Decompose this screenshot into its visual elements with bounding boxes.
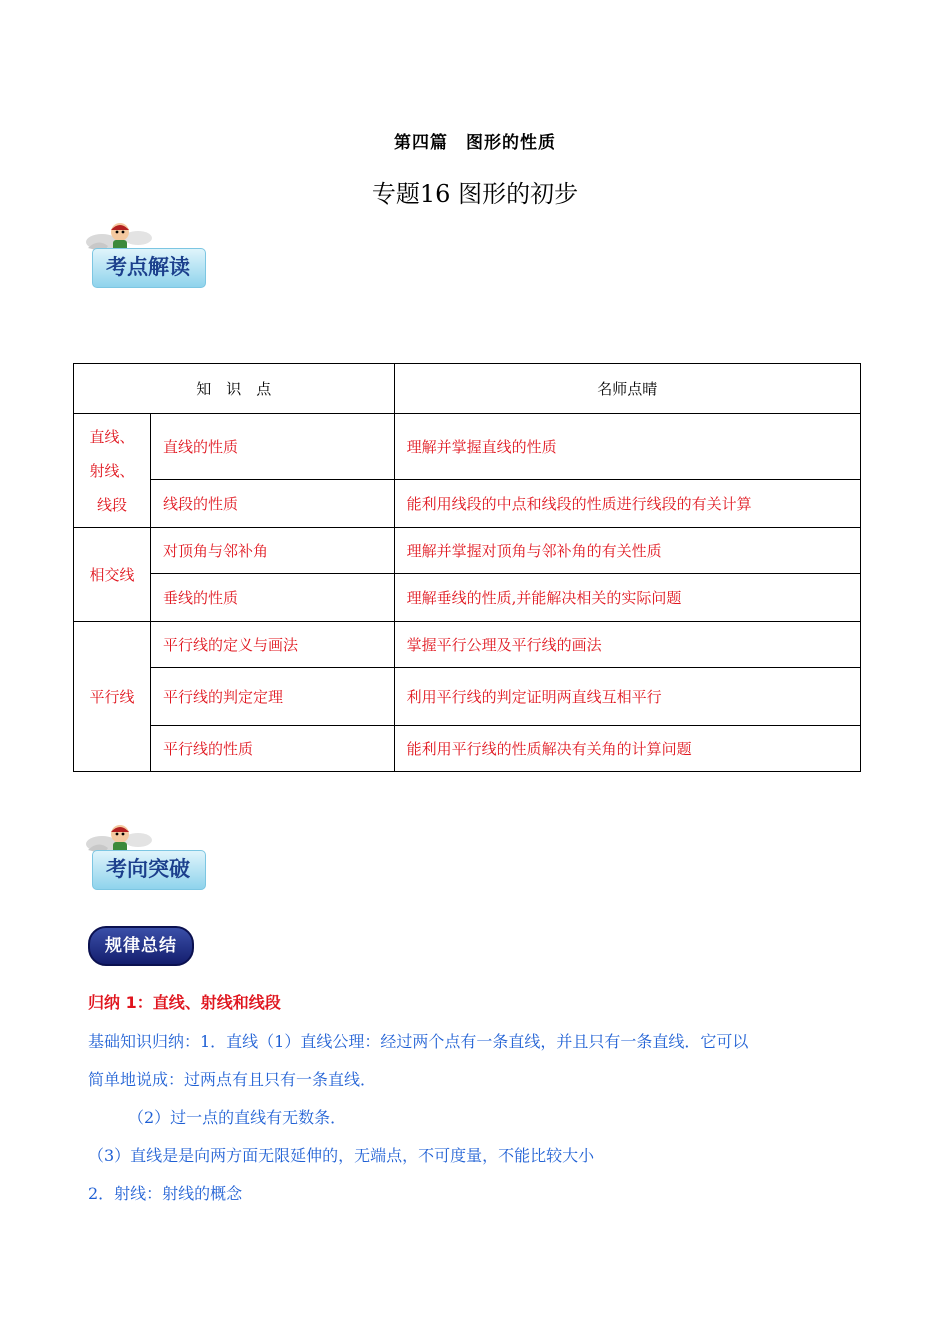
teacher-tip: 理解垂线的性质,并能解决相关的实际问题 xyxy=(394,574,860,622)
table-row xyxy=(74,480,861,528)
group-name-line: 直线、 xyxy=(89,427,135,446)
banner-label: 考点解读 xyxy=(106,254,190,279)
knowledge-point: 平行线的性质 xyxy=(150,726,394,772)
table-row xyxy=(74,668,861,726)
body-line: （3）直线是是向两方面无限延伸的，无端点，不可度量，不能比较大小 xyxy=(88,1146,595,1165)
group-name-line: 相交线 xyxy=(89,565,135,584)
knowledge-point: 对顶角与邻补角 xyxy=(150,528,394,574)
teacher-tip: 掌握平行公理及平行线的画法 xyxy=(394,622,860,668)
banner-label: 考向突破 xyxy=(106,856,190,881)
body-line: 简单地说成：过两点有且只有一条直线． xyxy=(88,1070,377,1089)
knowledge-point: 平行线的定义与画法 xyxy=(150,622,394,668)
table-row xyxy=(74,574,861,622)
exam-points-banner xyxy=(84,218,204,290)
knowledge-point-table xyxy=(73,363,861,772)
group-name-line: 线段 xyxy=(96,495,127,514)
teacher-tip: 理解并掌握直线的性质 xyxy=(394,414,860,480)
teacher-tip: 能利用平行线的性质解决有关角的计算问题 xyxy=(394,726,860,772)
body-line: （2）过一点的直线有无数条． xyxy=(128,1108,347,1127)
rule-summary-badge: 规律总结 xyxy=(88,926,194,966)
knowledge-point: 直线的性质 xyxy=(150,414,394,480)
group-parallel-lines xyxy=(74,622,151,772)
group-line-ray-segment xyxy=(74,414,151,528)
knowledge-point: 垂线的性质 xyxy=(150,574,394,622)
topic-title: 专题16 图形的初步 xyxy=(371,180,579,208)
body-line: 2．射线：射线的概念 xyxy=(88,1184,243,1203)
group-name-line: 平行线 xyxy=(89,687,135,706)
body-line: 基础知识归纳：1．直线（1）直线公理：经过两个点有一条直线，并且只有一条直线．它可以 xyxy=(88,1032,749,1051)
table-row xyxy=(74,528,861,574)
teacher-tip: 能利用线段的中点和线段的性质进行线段的有关计算 xyxy=(394,480,860,528)
header-knowledge-point: 知 识 点 xyxy=(74,364,395,414)
table-row xyxy=(74,414,861,480)
knowledge-point: 平行线的判定定理 xyxy=(150,668,394,726)
table-row xyxy=(74,622,861,668)
part-title: 第四篇 图形的性质 xyxy=(394,133,556,153)
table-header-row xyxy=(74,364,861,414)
exam-breakthrough-banner xyxy=(84,820,204,892)
group-intersecting-lines xyxy=(74,528,151,622)
teacher-tip: 利用平行线的判定证明两直线互相平行 xyxy=(394,668,860,726)
knowledge-point: 线段的性质 xyxy=(150,480,394,528)
summary-title: 归纳 1：直线、射线和线段 xyxy=(88,993,281,1012)
table-row xyxy=(74,726,861,772)
header-teacher-tip: 名师点晴 xyxy=(394,364,860,414)
teacher-tip: 理解并掌握对顶角与邻补角的有关性质 xyxy=(394,528,860,574)
group-name-line: 射线、 xyxy=(89,461,135,480)
